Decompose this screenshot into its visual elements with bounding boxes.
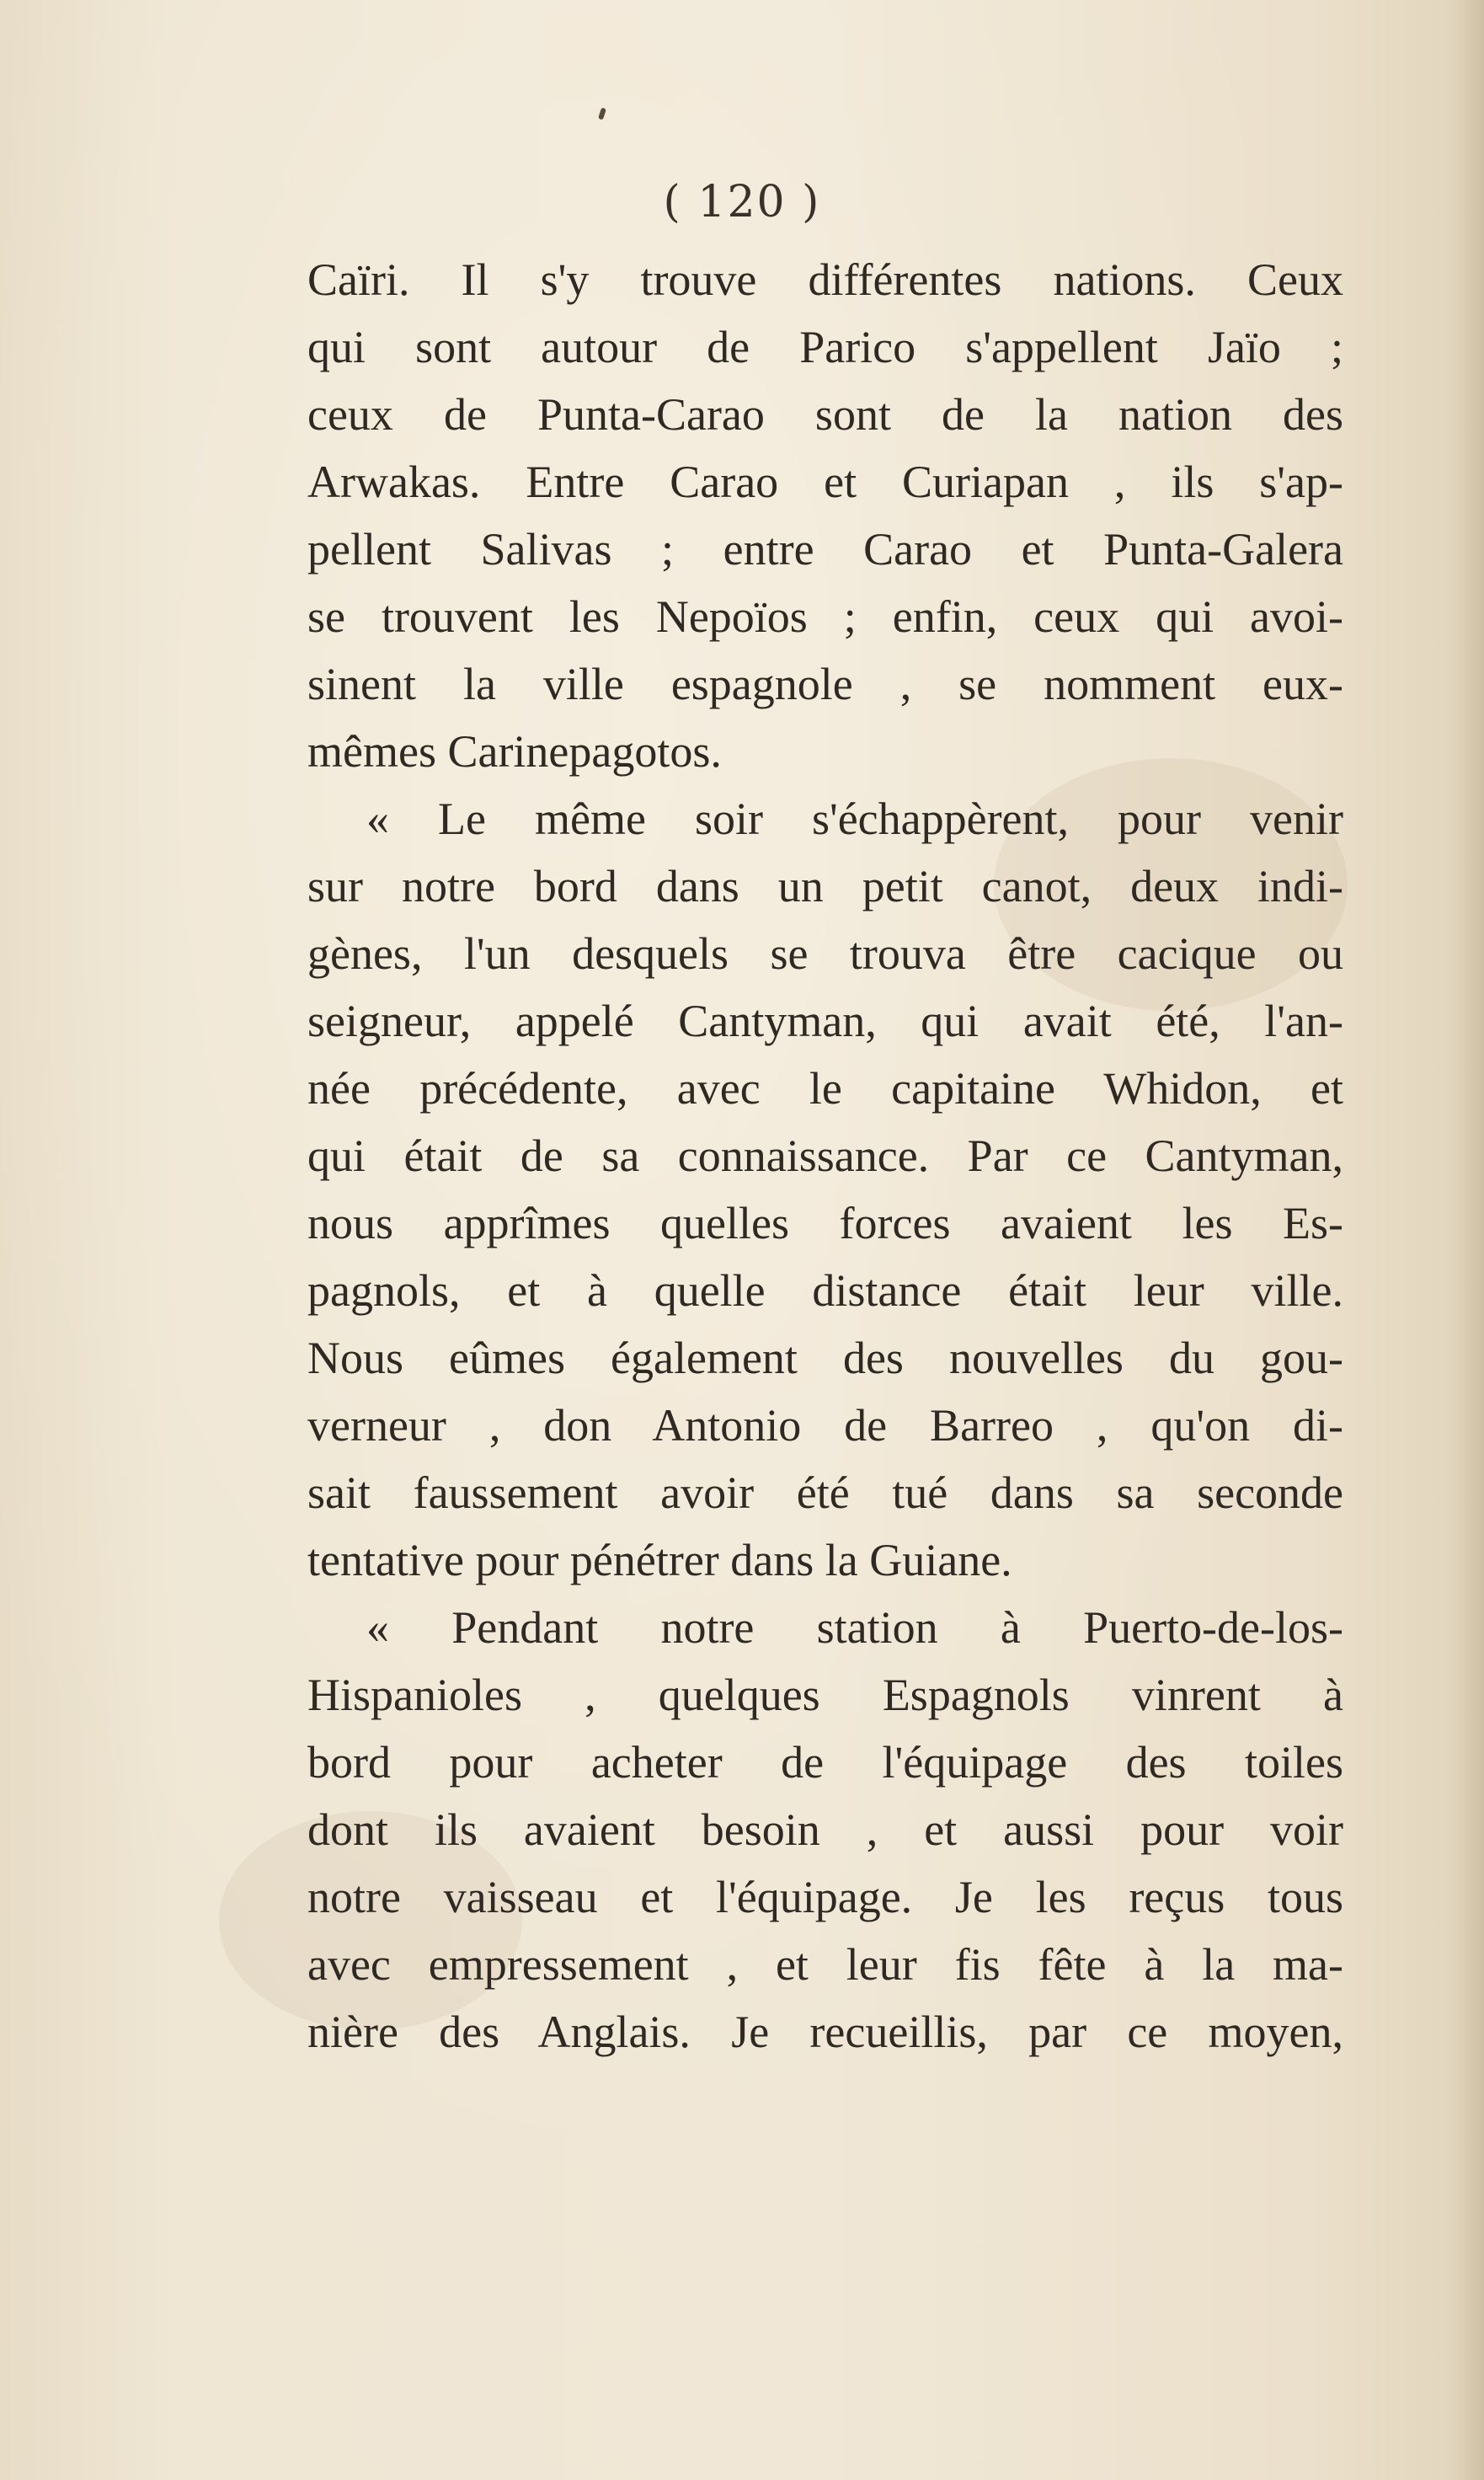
text-line: gènes, l'un desquels se trouva être cacique ou (307, 928, 1343, 979)
text-line: sinent la ville espagnole , se nomment eux- (307, 659, 1343, 709)
text-line: ceux de Punta-Carao sont de la nation des (307, 389, 1343, 440)
text-line: avec empressement , et leur fis fête à la ma- (307, 1939, 1343, 1990)
text-line: se trouvent les Nepoïos ; enfin, ceux qui avoi- (307, 591, 1343, 642)
text-line: pagnols, et à quelle distance était leur ville. (307, 1265, 1343, 1316)
text-line: notre vaisseau et l'équipage. Je les reçus tous (307, 1872, 1343, 1922)
page-edge-shadow (1450, 0, 1484, 2480)
text-line: sait faussement avoir été tué dans sa seconde (307, 1467, 1343, 1518)
text-line: bord pour acheter de l'équipage des toiles (307, 1737, 1343, 1788)
text-line: née précédente, avec le capitaine Whidon, et (307, 1063, 1343, 1114)
text-line: « Le même soir s'échappèrent, pour venir (366, 794, 1343, 844)
text-line: tentative pour pénétrer dans la Guiane. (307, 1535, 1012, 1585)
text-line: « Pendant notre station à Puerto-de-los- (366, 1602, 1343, 1653)
text-line: Arwakas. Entre Carao et Curiapan , ils s'ap- (307, 457, 1343, 507)
text-line: verneur , don Antonio de Barreo , qu'on di- (307, 1400, 1343, 1451)
text-line: Caïri. Il s'y trouve différentes nations. Ceux (307, 254, 1343, 305)
text-line: dont ils avaient besoin , et aussi pour voir (307, 1804, 1343, 1855)
text-line: qui était de sa connaissance. Par ce Cantyman, (307, 1130, 1343, 1181)
text-line: seigneur, appelé Cantyman, qui avait été, l'an- (307, 996, 1343, 1046)
ink-speck (598, 107, 606, 120)
text-line: Hispanioles , quelques Espagnols vinrent à (307, 1670, 1343, 1720)
text-line: pellent Salivas ; entre Carao et Punta-Galera (307, 524, 1343, 575)
text-line: mêmes Carinepagotos. (307, 726, 722, 777)
text-line: Nous eûmes également des nouvelles du gou- (307, 1333, 1343, 1383)
body-text (307, 246, 1343, 2066)
page-number: ( 120 ) (663, 177, 821, 227)
text-line: nous apprîmes quelles forces avaient les Es- (307, 1198, 1343, 1248)
text-line: sur notre bord dans un petit canot, deux indi- (307, 861, 1343, 911)
text-line: qui sont autour de Parico s'appellent Jaïo ; (307, 322, 1343, 372)
text-line: nière des Anglais. Je recueillis, par ce moyen, (307, 2007, 1343, 2057)
